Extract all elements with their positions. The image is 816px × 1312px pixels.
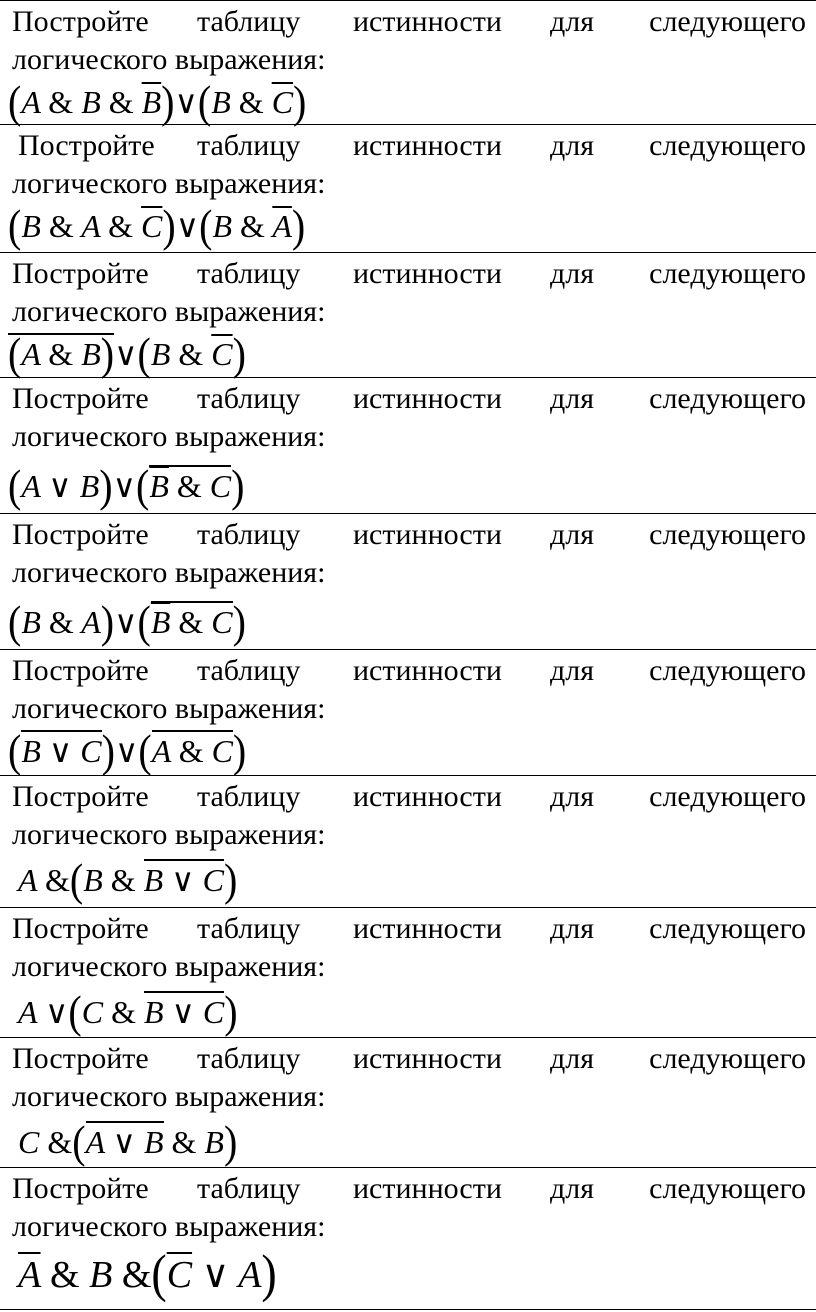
word: истинности xyxy=(353,1042,502,1075)
logic-formula: (B & $A)\vee(\overline{B}$ & C) xyxy=(8,595,246,648)
word: Постройте xyxy=(12,912,149,945)
word: Постройте xyxy=(12,257,149,290)
word: для xyxy=(550,382,595,415)
logic-formula: (B & A & $\overline{C})\vee(B$ & $\overline{A}$) xyxy=(8,199,306,252)
word: таблицу xyxy=(197,1172,301,1205)
task-prompt-line xyxy=(12,4,806,40)
word: Постройте xyxy=(12,780,149,813)
task-item xyxy=(0,776,816,908)
task-item xyxy=(0,650,816,776)
logic-formula: A ∨(C & B ∨ C) xyxy=(18,985,238,1038)
word: таблицу xyxy=(197,518,301,551)
task-item xyxy=(0,0,816,128)
word: для xyxy=(550,780,595,813)
word: таблицу xyxy=(197,780,301,813)
word: таблицу xyxy=(197,129,301,162)
task-item xyxy=(0,378,816,514)
word: истинности xyxy=(353,1172,502,1205)
task-prompt-line-2: логического выражения: xyxy=(12,1210,326,1243)
task-item xyxy=(0,253,816,378)
word: истинности xyxy=(353,129,502,162)
word: для xyxy=(550,5,595,38)
task-item xyxy=(0,125,816,253)
task-prompt-line xyxy=(12,128,806,164)
word: Постройте xyxy=(12,382,149,415)
word: истинности xyxy=(353,912,502,945)
word: следующего xyxy=(649,518,806,551)
word: истинности xyxy=(353,382,502,415)
task-prompt-line-2: логического выражения: xyxy=(12,950,326,983)
word: таблицу xyxy=(197,257,301,290)
logic-formula: (A & B & $\overline{B})\vee(B$ & $\overline{C}$) xyxy=(8,75,307,128)
task-item xyxy=(0,908,816,1038)
word: следующего xyxy=(649,129,806,162)
logic-formula: C &(A ∨ B & B) xyxy=(18,1115,238,1168)
word: таблицу xyxy=(197,382,301,415)
word: таблицу xyxy=(197,1042,301,1075)
task-prompt-line-2: логического выражения: xyxy=(12,295,326,328)
word: для xyxy=(550,1172,595,1205)
task-prompt-line-2: логического выражения: xyxy=(12,556,326,589)
word: истинности xyxy=(353,780,502,813)
word: таблицу xyxy=(197,912,301,945)
task-prompt-line-2: логического выражения: xyxy=(12,43,326,76)
task-prompt-line xyxy=(12,256,806,292)
word: для xyxy=(550,1042,595,1075)
word: таблицу xyxy=(197,654,301,687)
word: следующего xyxy=(649,382,806,415)
word: следующего xyxy=(649,5,806,38)
task-item xyxy=(0,1168,816,1310)
word: следующего xyxy=(649,257,806,290)
word: следующего xyxy=(649,1042,806,1075)
task-prompt-line-2: логического выражения: xyxy=(12,692,326,725)
task-prompt-line xyxy=(12,1171,806,1207)
word: для xyxy=(550,654,595,687)
logic-formula: (A & B)∨(B & $\overline{C}$) xyxy=(8,327,246,380)
task-prompt-line xyxy=(12,911,806,947)
word: Постройте xyxy=(18,129,155,162)
task-item xyxy=(0,1038,816,1168)
word: для xyxy=(550,129,595,162)
word: истинности xyxy=(353,518,502,551)
word: Постройте xyxy=(12,1042,149,1075)
task-prompt-line xyxy=(12,1041,806,1077)
task-prompt-line-2: логического выражения: xyxy=(12,1080,326,1113)
task-prompt-line xyxy=(12,517,806,553)
word: истинности xyxy=(353,5,502,38)
logic-formula: (A ∨ $B)\vee(\overline{B}$ & C) xyxy=(8,459,245,512)
task-prompt-line-2: логического выражения: xyxy=(12,420,326,453)
word: Постройте xyxy=(12,518,149,551)
word: Постройте xyxy=(12,5,149,38)
word: таблицу xyxy=(197,5,301,38)
word: истинности xyxy=(353,257,502,290)
task-prompt-line xyxy=(12,779,806,815)
logic-formula: (B ∨ C)∨(A & C) xyxy=(8,724,247,777)
word: следующего xyxy=(649,654,806,687)
task-prompt-line xyxy=(12,653,806,689)
word: следующего xyxy=(649,1172,806,1205)
word: для xyxy=(550,518,595,551)
task-prompt-line xyxy=(12,381,806,417)
word: для xyxy=(550,257,595,290)
task-prompt-line-2: логического выражения: xyxy=(12,167,326,200)
word: для xyxy=(550,912,595,945)
word: следующего xyxy=(649,780,806,813)
word: истинности xyxy=(353,654,502,687)
task-prompt-line-2: логического выражения: xyxy=(12,818,326,851)
logic-formula: $\overline{A}$ & B $\&(\overline{C}$ ∨ A) xyxy=(18,1244,277,1303)
task-item xyxy=(0,514,816,650)
word: Постройте xyxy=(12,1172,149,1205)
logic-formula: A &(B & B ∨ C) xyxy=(18,853,238,906)
word: следующего xyxy=(649,912,806,945)
word: Постройте xyxy=(12,654,149,687)
